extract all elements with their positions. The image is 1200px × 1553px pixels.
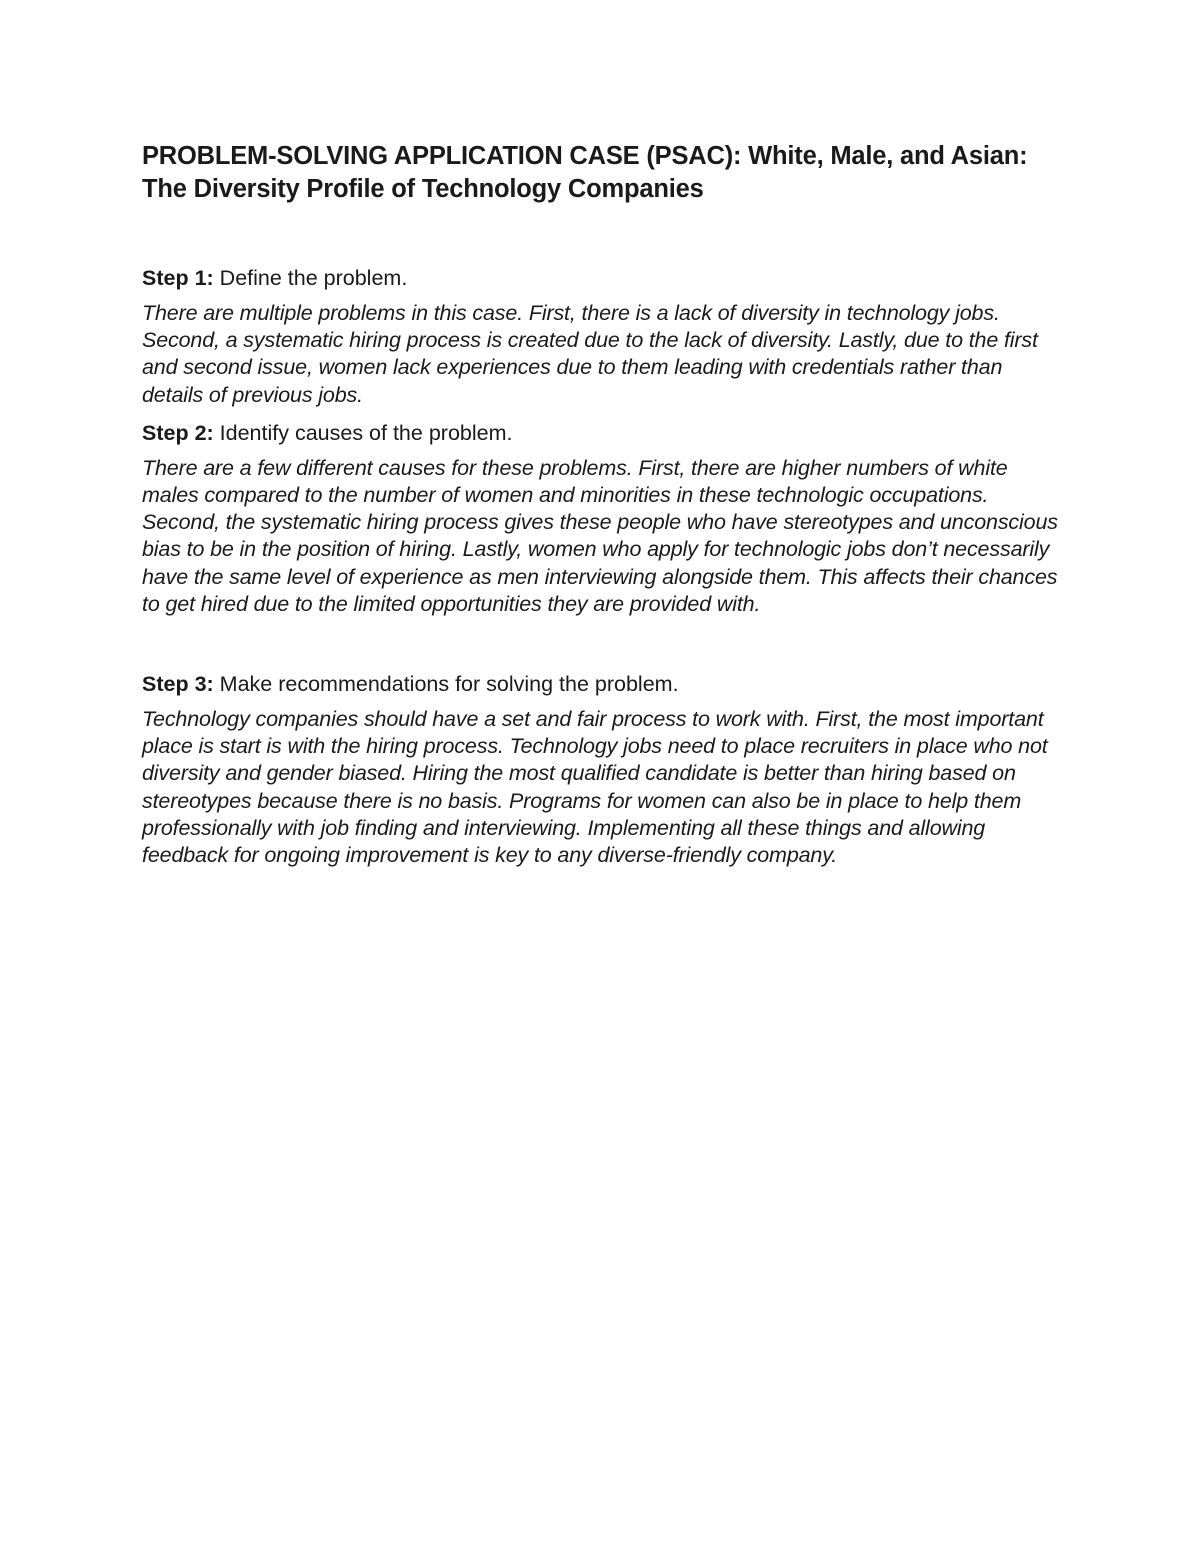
document-title: PROBLEM-SOLVING APPLICATION CASE (PSAC): White, Male, and Asian: The Diversity Profile of Technology Companies <box>142 142 1028 203</box>
document-page <box>142 140 1062 879</box>
step-3-body: Technology companies should have a set and fair process to work with. First, the most important place is start is with the hiring process. Technology jobs need to place recruiters in place who not diversity and gender biased. Hiring the most qualified candidate is better than hiring based on stereotypes because there is no basis. Programs for women can also be in place to help them professionally with job finding and interviewing. Implementing all these things and allowing feedback for ongoing improvement is key to any diverse-friendly company. <box>142 707 1048 868</box>
step-2-label: Step 2: <box>142 420 214 445</box>
step-3-title: Make recommendations for solving the problem. <box>219 672 679 697</box>
step-1-body: There are multiple problems in this case. First, there is a lack of diversity in technology jobs. Second, a systematic hiring process is created due to the lack of diversity. Lastly, due to the first and second issue, women lack experiences due to them leading with credentials rather than details of previous jobs. <box>142 301 1038 407</box>
step-2-section <box>142 419 1062 618</box>
step-3-heading <box>142 670 1062 698</box>
step-2-body: There are a few different causes for these problems. First, there are higher numbers of white males compared to the number of women and minorities in these technologic occupations. Second, the systematic hiring process gives these people who have stereotypes and unconscious bias to be in the position of hiring. Lastly, women who apply for technologic jobs don’t necessarily have the same level of experience as men interviewing alongside them. This affects their chances to get hired due to the limited opportunities they are provided with. <box>142 455 1058 616</box>
step-1-section <box>142 264 1062 409</box>
step-3-section <box>142 670 1062 869</box>
step-1-title: Define the problem. <box>219 266 408 290</box>
step-1-heading <box>142 264 1062 292</box>
step-3-label: Step 3: <box>142 672 214 697</box>
step-1-label: Step 1: <box>142 266 214 290</box>
step-2-title: Identify causes of the problem. <box>219 420 513 445</box>
step-2-heading <box>142 419 1062 447</box>
